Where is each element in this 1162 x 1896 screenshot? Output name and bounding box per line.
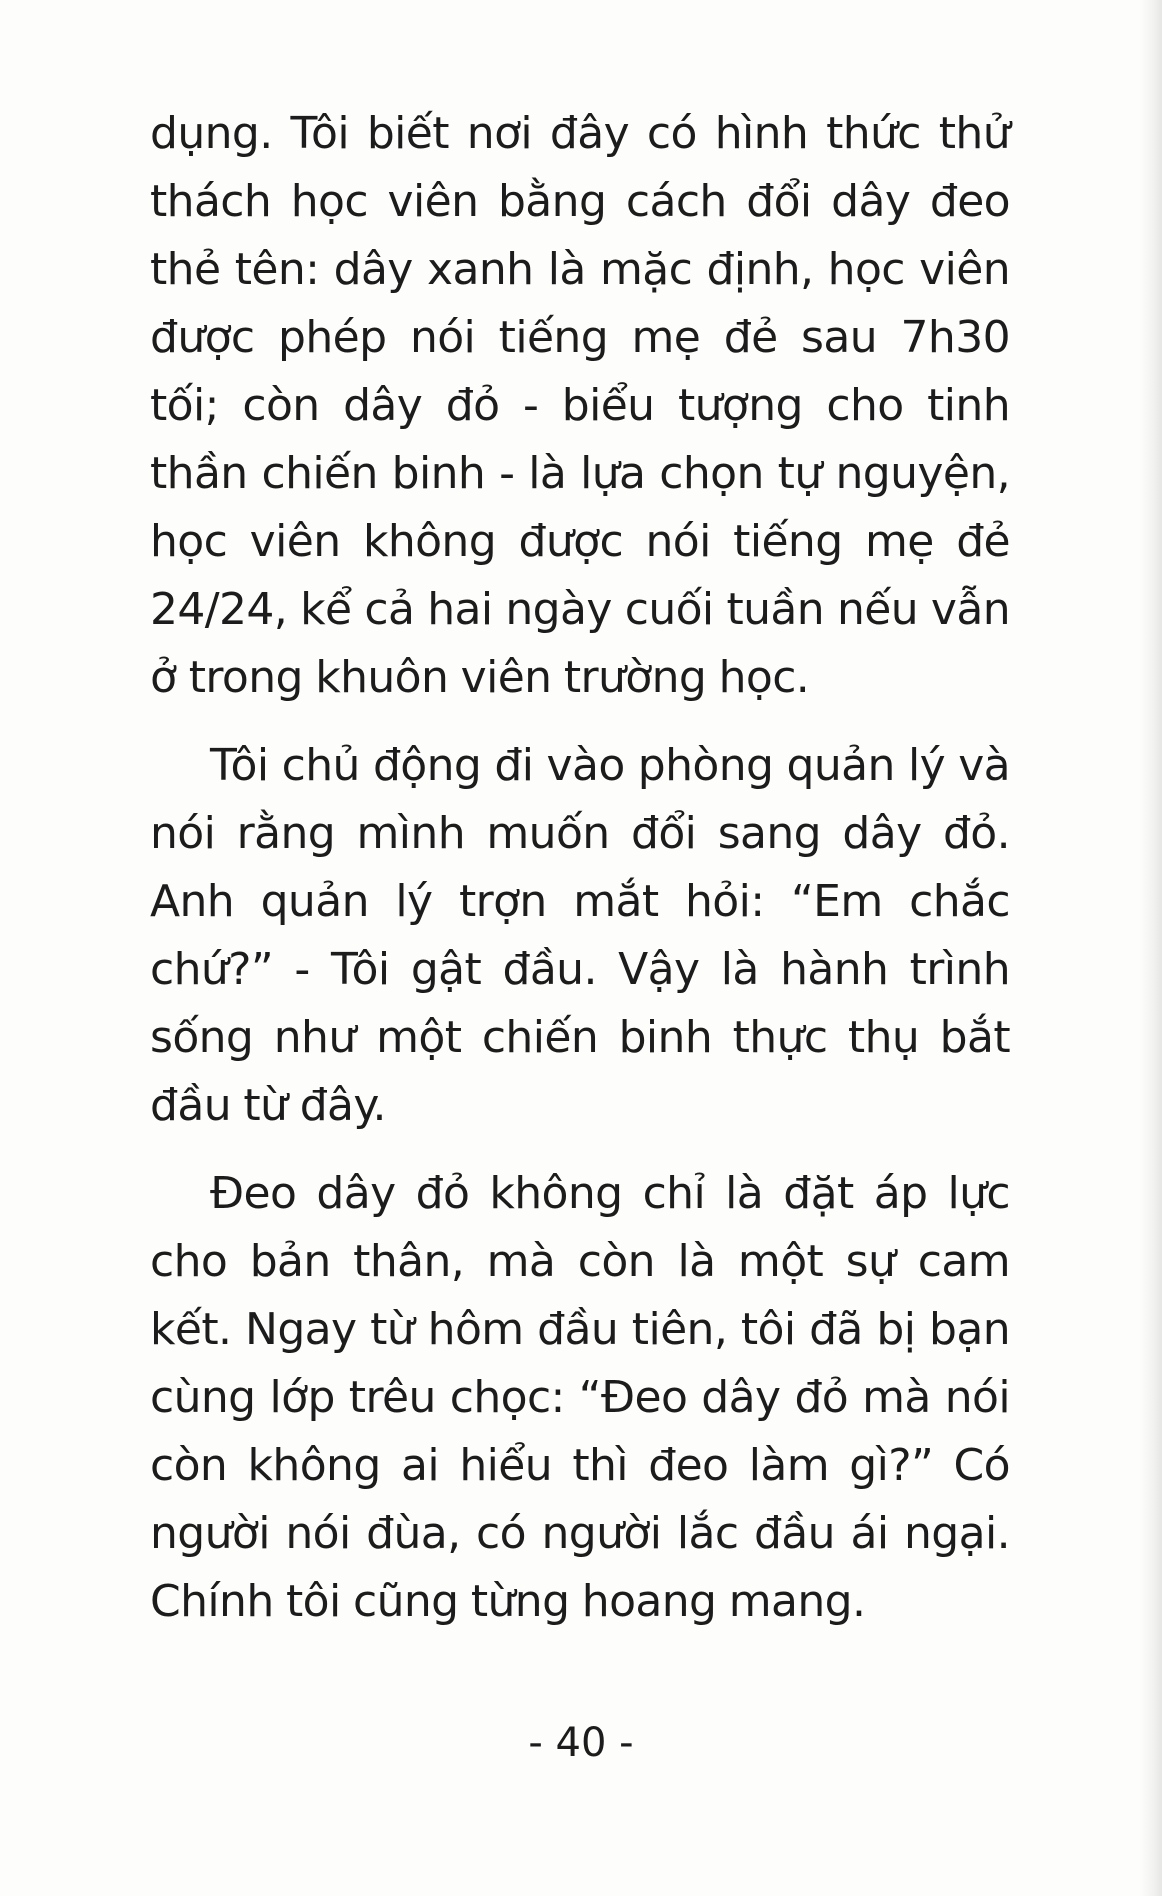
page-edge-shadow xyxy=(1140,0,1162,1896)
page-number: - 40 - xyxy=(528,1720,634,1766)
body-text xyxy=(150,100,1010,1636)
paragraph-commitment: Đeo dây đỏ không chỉ là đặt áp lực cho bản thân, mà còn là một sự cam kết. Ngay từ hôm đầu tiên, tôi đã bị bạn cùng lớp trêu chọc: “Đeo dây đỏ mà nói còn không ai hiểu thì đeo làm gì?” Có người nói đùa, có người lắc đầu ái ngại. Chính tôi cũng từng hoang mang. xyxy=(150,1168,1010,1627)
paragraph-red-lanyard-request: Tôi chủ động đi vào phòng quản lý và nói rằng mình muốn đổi sang dây đỏ. Anh quản lý trợn mắt hỏi: “Em chắc chứ?” - Tôi gật đầu. Vậy là hành trình sống như một chiến binh thực thụ bắt đầu từ đây. xyxy=(150,740,1010,1131)
paragraph-continuation: dụng. Tôi biết nơi đây có hình thức thử thách học viên bằng cách đổi dây đeo thẻ tên: dây xanh là mặc định, học viên được phép nói tiếng mẹ đẻ sau 7h30 tối; còn dây đỏ - biểu tượng cho tinh thần chiến binh - là lựa chọn tự nguyện, học viên không được nói tiếng mẹ đẻ 24/24, kể cả hai ngày cuối tuần nếu vẫn ở trong khuôn viên trường học. xyxy=(150,108,1010,703)
